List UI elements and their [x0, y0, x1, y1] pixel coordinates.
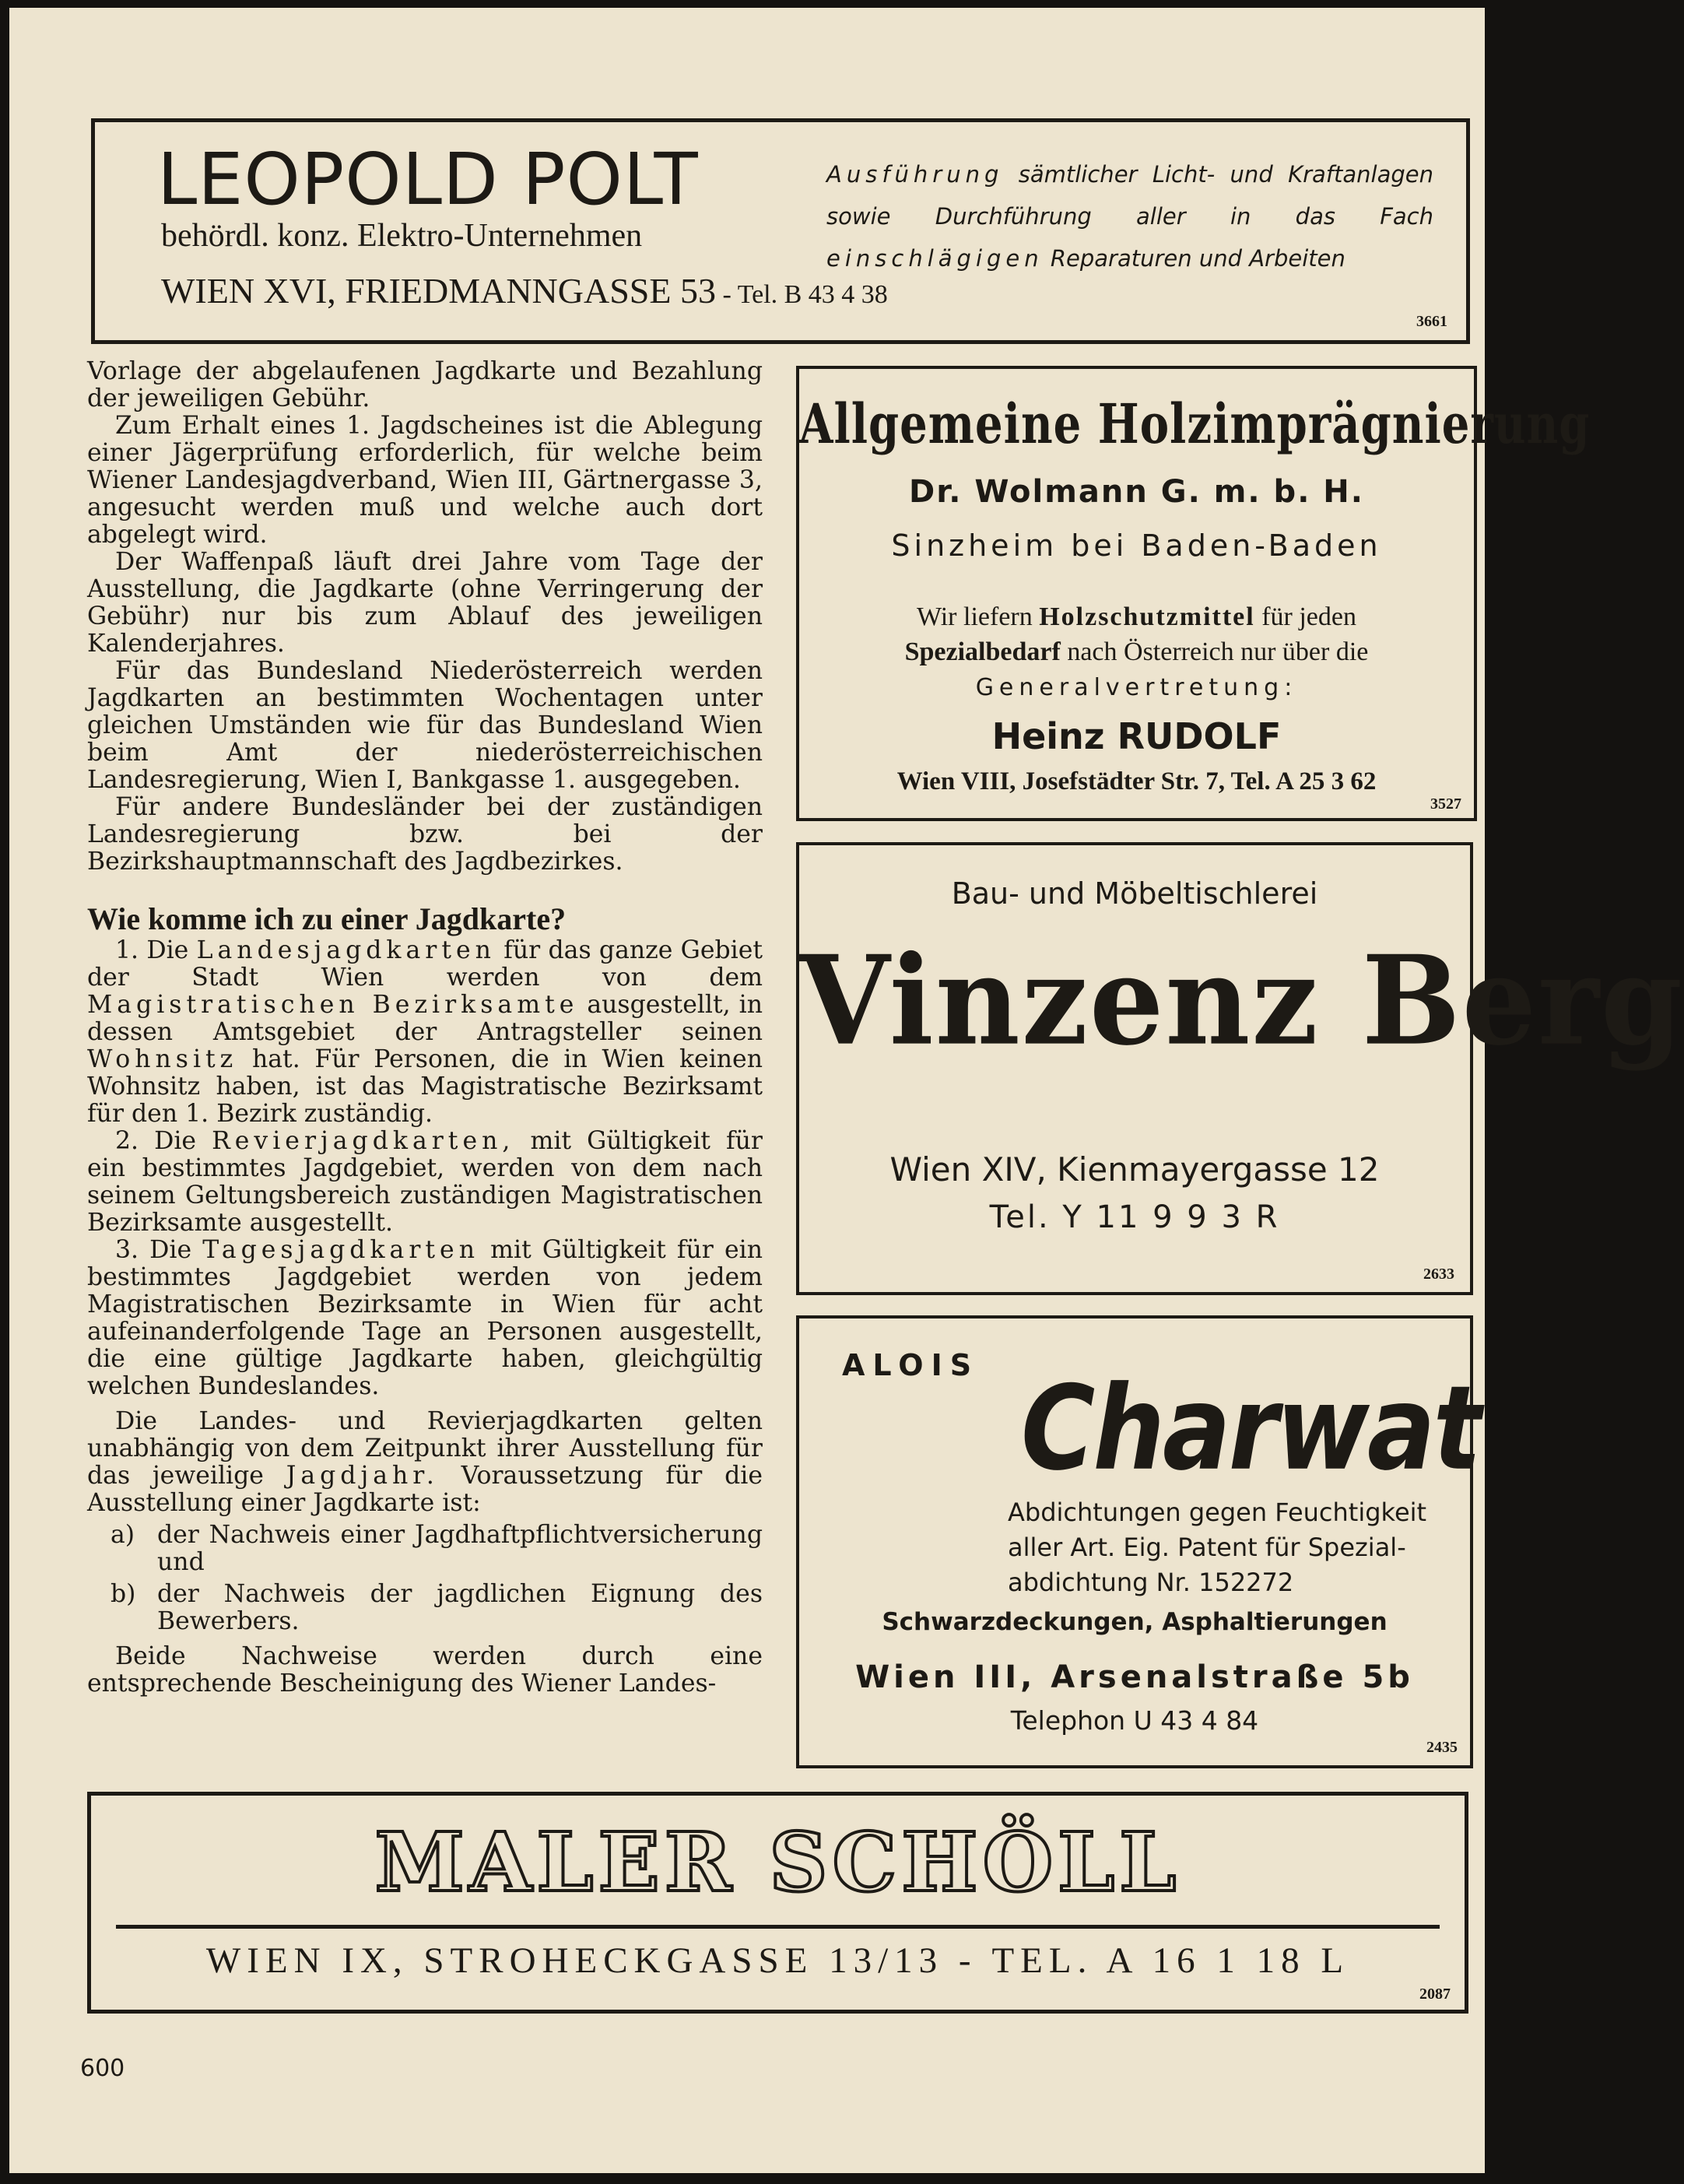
maler-name: MALER SCHÖLL — [374, 1814, 1181, 1910]
paragraph: Vorlage der abgelaufenen Jagdkarte und Bezahlung der jeweiligen Gebühr. — [87, 357, 763, 413]
holz-ad-code: 3527 — [1430, 795, 1461, 813]
berg-address: Wien XIV, Kienmayergasse 12 — [889, 1150, 1380, 1189]
paragraph: Für andere Bundesländer bei der zuständigen Landesregierung bzw. bei der Bezirkshauptmannschaft des Jagdbezirkes. — [87, 793, 763, 876]
polt-company-name: LEOPOLD POLT — [157, 138, 699, 221]
polt-address: WIEN XVI, FRIEDMANNGASSE 53 - Tel. B 43 4 38 — [161, 271, 888, 311]
paragraph: 1. Die Landesjagdkarten für das ganze Gebiet der Stadt Wien werden von dem Magistratischen Bezirksamte ausgestellt, in dessen Amtsgebiet der Antragsteller seinen Wohnsitz hat. Für Personen, die in Wien keinen Wohnsitz haben, ist das Magistratische Bezirksamt für den 1. Bezirk zuständig. — [87, 936, 763, 1128]
list-item: b) der Nachweis der jagdlichen Eignung des Bewerbers. — [111, 1580, 763, 1635]
ad-alois-charwat — [796, 1315, 1479, 1768]
holz-text-line: Wir liefern Holzschutzmittel für jeden — [917, 602, 1356, 631]
holz-place: Sinzheim bei Baden-Baden — [891, 528, 1382, 563]
charwat-first-name: ALOIS — [842, 1348, 980, 1382]
polt-tel: - Tel. B 43 4 38 — [715, 280, 888, 309]
polt-ad-code: 3661 — [1416, 313, 1447, 330]
section-heading: Wie komme ich zu einer Jagdkarte? — [87, 901, 567, 936]
charwat-name: Charwat — [1021, 1360, 1479, 1497]
charwat-tel: Telephon U 43 4 84 — [1010, 1705, 1259, 1736]
paragraph: Der Waffenpaß läuft drei Jahre vom Tage der Ausstellung, die Jagdkarte (ohne Verringerung der Gebühr) nur bis zum Ablauf des jeweiligen Kalenderjahres. — [87, 548, 763, 658]
berg-trade: Bau- und Möbeltischlerei — [951, 876, 1318, 911]
holz-company: Dr. Wolmann G. m. b. H. — [909, 474, 1364, 510]
paragraph: Für das Bundesland Niederösterreich werden Jagdkarten an bestimmten Wochentagen unter gleichen Umständen wie für das Bundesland Wien beim Amt der niederösterreichischen Landesregierung, Wien I, Bankgasse 1. ausgegeben. — [87, 657, 763, 794]
page-number: 600 — [80, 2055, 125, 2082]
berg-ad-code: 2633 — [1423, 1266, 1454, 1283]
magazine-page — [9, 8, 1684, 2173]
ad-holzimpraegnierung — [796, 366, 1591, 821]
polt-description: Ausführung sämtlicher Licht- und Kraftanlagen sowie Durchführung aller in das Fach einschlägigen Reparaturen und Arbeiten — [826, 161, 1433, 272]
charwat-desc-line: abdichtung Nr. 152272 — [1008, 1568, 1294, 1597]
charwat-address: Wien III, Arsenalstraße 5b — [855, 1659, 1414, 1695]
paragraph: Die Landes- und Revierjagdkarten gelten unabhängig von dem Zeitpunkt ihrer Ausstellung für das jeweilige Jagdjahr. Voraussetzung für die Ausstellung einer Jagdkarte ist: — [87, 1407, 763, 1517]
holz-address: Wien VIII, Josefstädter Str. 7, Tel. A 25 3 62 — [896, 767, 1377, 795]
charwat-desc-line: aller Art. Eig. Patent für Spezial- — [1008, 1533, 1406, 1562]
holz-title: Allgemeine Holzimprägnierung — [799, 392, 1591, 457]
charwat-ad-code: 2435 — [1426, 1739, 1458, 1756]
berg-name: Vinzenz Berg — [799, 929, 1684, 1073]
berg-tel: Tel. Y 11 9 9 3 R — [989, 1199, 1280, 1235]
paragraph: 3. Die Tagesjagdkarten mit Gültigkeit für ein bestimmtes Jagdgebiet werden von jedem Magistratischen Bezirksamte in Wien für acht aufeinanderfolgende Tage an Personen ausgestellt, die eine gültige Jagdkarte haben, gleichgültig welchen Bundeslandes. — [87, 1236, 763, 1400]
article-column — [87, 358, 763, 1698]
ad-maler-schoell — [87, 1792, 1468, 2014]
maler-divider — [116, 1925, 1440, 1929]
paragraph: Zum Erhalt eines 1. Jagdscheines ist die Ablegung einer Jägerprüfung erforderlich, für welche beim Wiener Landesjagdverband, Wien III, Gärtnergasse 3, angesucht werden muß und welche auch dort abgelegt wird. — [87, 412, 763, 549]
holz-text-line: Generalvertretung: — [975, 674, 1298, 701]
maler-address: WIEN IX, STROHECKGASSE 13/13 - TEL. A 16 1 18 L — [205, 1940, 1350, 1981]
list-item: a) der Nachweis einer Jagdhaftpflichtversicherung und — [111, 1521, 763, 1576]
paragraph: Beide Nachweise werden durch eine entsprechende Bescheinigung des Wiener Landes- — [87, 1642, 763, 1698]
ad-leopold-polt — [91, 118, 1470, 344]
charwat-services: Schwarzdeckungen, Asphaltierungen — [882, 1608, 1388, 1636]
paragraph: 2. Die Revierjagdkarten, mit Gültigkeit für ein bestimmtes Jagdgebiet, werden von dem nach seinem Geltungsbereich zuständigen Magistratischen Bezirksamte ausgestellt. — [87, 1127, 763, 1237]
maler-ad-code: 2087 — [1419, 1986, 1451, 2003]
holz-text-line: Spezialbedarf nach Österreich nur über die — [904, 637, 1369, 666]
ad-vinzenz-berg — [796, 842, 1684, 1295]
charwat-desc-line: Abdichtungen gegen Feuchtigkeit — [1008, 1498, 1427, 1527]
holz-representative: Heinz RUDOLF — [991, 715, 1282, 757]
polt-subtitle: behördl. konz. Elektro-Unternehmen — [161, 218, 643, 254]
